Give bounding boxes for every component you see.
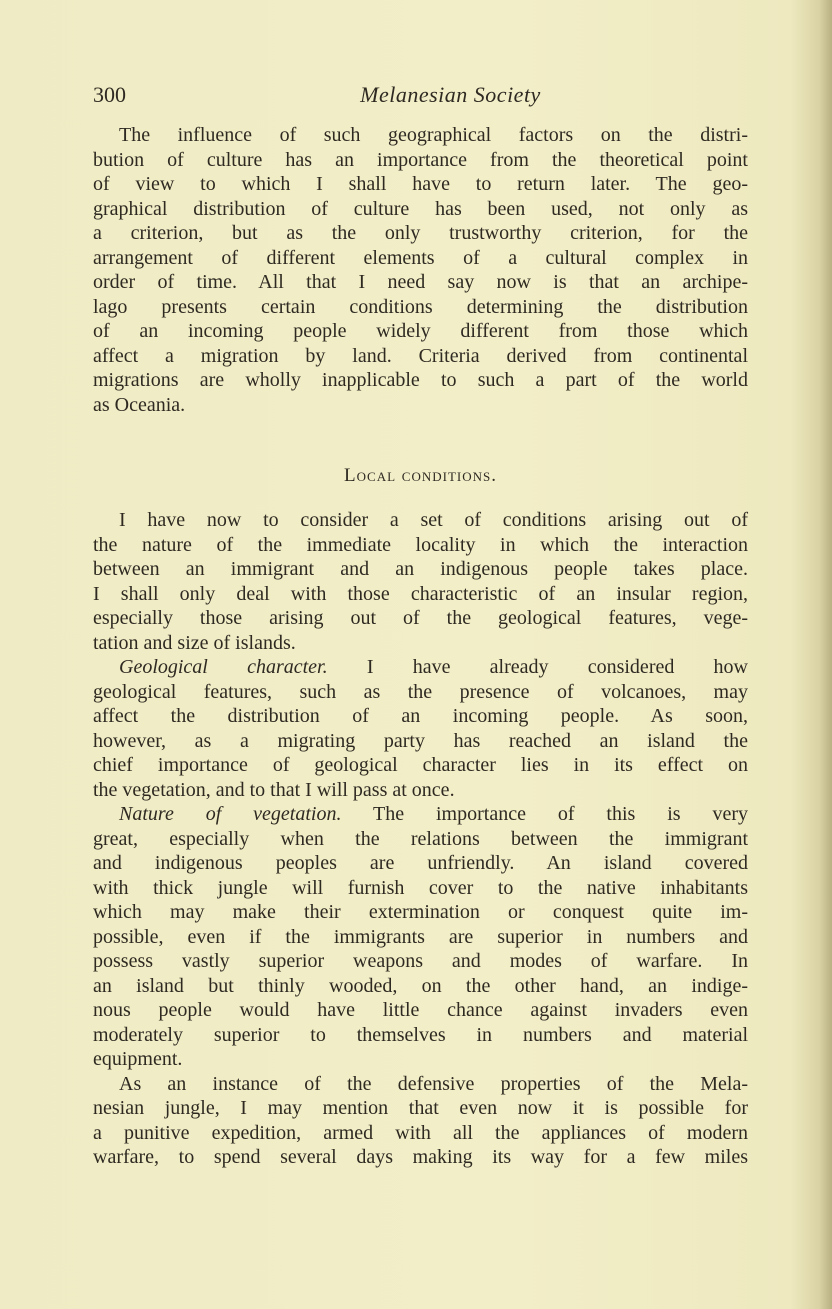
line-text: possible, even if the immigrants are superior in numbers and xyxy=(93,925,748,948)
text-line xyxy=(93,172,748,197)
line-text: lago presents certain conditions determining the distribution xyxy=(93,295,748,318)
line-text: geological features, such as the presence of volcanoes, may xyxy=(93,680,748,703)
text-line xyxy=(93,319,748,344)
text-line xyxy=(93,1072,748,1097)
text-line xyxy=(93,753,748,778)
line-text: warfare, to spend several days making its way for a few miles xyxy=(93,1146,748,1168)
line-text: I shall only deal with those characteristic of an insular region, xyxy=(93,582,748,605)
text-line xyxy=(93,393,748,418)
line-text: affect the distribution of an incoming people. As soon, xyxy=(93,705,748,727)
line-text: which may make their extermination or conquest quite im- xyxy=(93,901,748,923)
text-line xyxy=(93,802,748,827)
line-text: tation and size of islands. xyxy=(93,631,296,654)
text-line xyxy=(93,508,748,533)
text-line xyxy=(93,344,748,369)
text-line xyxy=(93,606,748,631)
text-line xyxy=(93,729,748,754)
line-text: a criterion, but as the only trustworthy criterion, for the xyxy=(93,222,748,244)
text-line xyxy=(93,197,748,222)
text-line xyxy=(93,998,748,1023)
text-line xyxy=(93,655,748,680)
run-in-heading: Nature of vegetation. xyxy=(119,803,342,825)
text-line xyxy=(93,123,748,148)
text-line xyxy=(93,1121,748,1146)
line-text: an island but thinly wooded, on the other hand, an indige- xyxy=(93,974,748,997)
text-line xyxy=(93,148,748,173)
line-text: nesian jungle, I may mention that even now it is possible for xyxy=(93,1097,748,1119)
line-text: The influence of such geographical factors on the distri- xyxy=(119,124,748,146)
text-line xyxy=(93,1145,748,1170)
line-text: possess vastly superior weapons and modes of warfare. In xyxy=(93,950,748,972)
line-text: a punitive expedition, armed with all the appliances of modern xyxy=(93,1121,748,1144)
line-text: bution of culture has an importance from the theoretical point xyxy=(93,148,748,171)
line-text: The importance of this is very xyxy=(341,803,748,825)
line-text: the nature of the immediate locality in which the interaction xyxy=(93,533,748,556)
text-line xyxy=(93,631,748,656)
page-number: 300 xyxy=(93,82,126,107)
text-line xyxy=(93,582,748,607)
text-line xyxy=(93,876,748,901)
line-text: great, especially when the relations between the immigrant xyxy=(93,827,748,850)
line-text: migrations are wholly inapplicable to such a part of the world xyxy=(93,369,748,391)
text-line xyxy=(93,270,748,295)
section-heading-text: Local conditions. xyxy=(344,465,497,486)
line-text: as Oceania. xyxy=(93,393,186,416)
line-text: and indigenous peoples are unfriendly. An island covered xyxy=(93,852,748,874)
text-line xyxy=(93,680,748,705)
line-text: moderately superior to themselves in numbers and material xyxy=(93,1023,748,1046)
paragraph-block xyxy=(93,508,748,1170)
text-line xyxy=(93,1047,748,1072)
line-text: the vegetation, and to that I will pass at once. xyxy=(93,778,455,801)
line-text: nous people would have little chance against invaders even xyxy=(93,999,748,1021)
text-line xyxy=(93,900,748,925)
text-line xyxy=(93,368,748,393)
line-text: chief importance of geological character lies in its effect on xyxy=(93,754,748,776)
text-line xyxy=(93,827,748,852)
text-line xyxy=(93,246,748,271)
line-text: arrangement of different elements of a cultural complex in xyxy=(93,246,748,269)
text-line xyxy=(93,1096,748,1121)
line-text: order of time. All that I need say now is that an archipe- xyxy=(93,271,748,293)
text-line xyxy=(93,851,748,876)
line-text: of view to which I shall have to return later. The geo- xyxy=(93,173,748,195)
text-line xyxy=(93,557,748,582)
text-line xyxy=(93,1023,748,1048)
section-heading xyxy=(93,465,748,487)
text-line xyxy=(93,778,748,803)
line-text: with thick jungle will furnish cover to the native inhabitants xyxy=(93,876,748,899)
line-text: of an incoming people widely different from those which xyxy=(93,320,748,342)
running-header xyxy=(93,82,748,112)
line-text: between an immigrant and an indigenous people takes place. xyxy=(93,558,748,580)
text-line xyxy=(93,949,748,974)
text-line xyxy=(93,221,748,246)
text-line xyxy=(93,974,748,999)
line-text: equipment. xyxy=(93,1048,183,1070)
line-text: however, as a migrating party has reached an island the xyxy=(93,729,748,752)
line-text: affect a migration by land. Criteria derived from continental xyxy=(93,344,748,367)
line-text: graphical distribution of culture has been used, not only as xyxy=(93,197,748,220)
line-text: especially those arising out of the geological features, vege- xyxy=(93,607,748,629)
running-title: Melanesian Society xyxy=(360,82,541,107)
text-line xyxy=(93,533,748,558)
run-in-heading: Geological character. xyxy=(119,656,328,678)
line-text: As an instance of the defensive properties of the Mela- xyxy=(119,1072,748,1095)
text-line xyxy=(93,925,748,950)
line-text: I have already considered how xyxy=(327,656,749,678)
text-line xyxy=(93,295,748,320)
line-text: I have now to consider a set of conditions arising out of xyxy=(119,509,748,531)
paragraph-block xyxy=(93,123,748,417)
text-line xyxy=(93,704,748,729)
